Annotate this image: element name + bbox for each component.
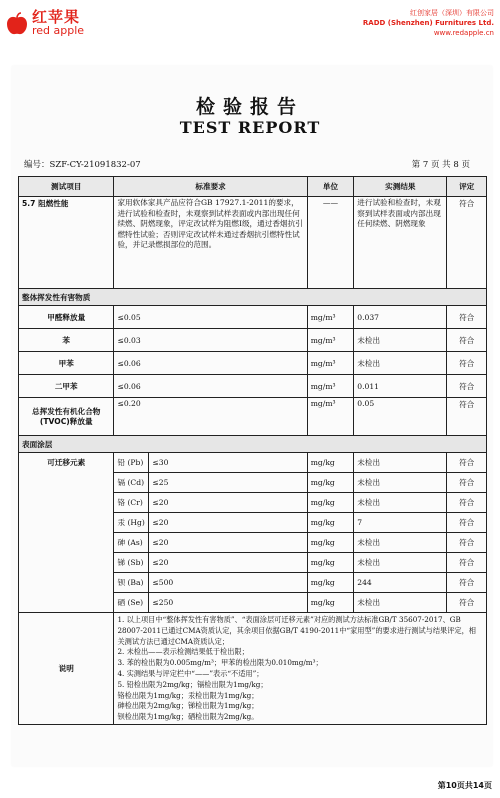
voc-unit: mg/m³ [307, 352, 354, 375]
brand-logo [6, 6, 116, 40]
metal-name: 汞 (Hg) [114, 513, 149, 533]
voc-verdict: 符合 [447, 329, 487, 352]
flame-result: 进行试验和检查时，未观察到试样表面或内部出现任何续燃、阴燃现象 [354, 197, 447, 289]
voc-requirement: ≤0.06 [114, 352, 307, 375]
section-row-voc [19, 289, 487, 306]
apple-icon [6, 12, 28, 34]
table-header-row [19, 177, 487, 197]
voc-result: 0.037 [354, 306, 447, 329]
flame-unit: —— [307, 197, 354, 289]
metal-name: 硒 (Se) [114, 593, 149, 613]
metal-result: 244 [354, 573, 447, 593]
flame-requirement: 家用软体家具产品应符合GB 17927.1-2011的要求，进行试验和检查时，未观察到试样表面或内部出现任何续燃、阴燃现象，评定改试样为阻燃I级，通过香烟抗引燃特性试验；否则评定改试样未通过香烟抗引燃特性试验，并记录燃损部位的范围。 [114, 197, 307, 289]
metal-verdict: 符合 [447, 453, 487, 473]
metal-unit: mg/kg [307, 573, 354, 593]
report-number [24, 158, 141, 170]
voc-item: 苯 [19, 329, 114, 352]
page-footer: 第10页共14页 [437, 781, 492, 790]
voc-unit: mg/m³ [307, 329, 354, 352]
metal-requirement: ≤20 [149, 533, 307, 553]
table-row [19, 375, 487, 398]
metal-unit: mg/kg [307, 493, 354, 513]
voc-verdict: 符合 [447, 375, 487, 398]
voc-unit: mg/m³ [307, 375, 354, 398]
note-line: 1. 以上项目中“整体挥发性有害物质”、“表面涂层可迁移元素”对应的测试方法标准GB/T 35607-2017、GB 28007-2011已通过CMA资质认定，其余项目依据GB/T 4190-2011中“家用型”的要求进行测试与结果评定，相关测试方法已通过CMA资质认定； [117, 615, 476, 646]
metal-result: 未检出 [354, 593, 447, 613]
voc-item: 甲苯 [19, 352, 114, 375]
voc-item: 二甲苯 [19, 375, 114, 398]
flame-verdict: 符合 [447, 197, 487, 289]
note-line: 铬检出限为1mg/kg；汞检出限为1mg/kg； [117, 690, 259, 700]
voc-verdict: 符合 [447, 352, 487, 375]
col-header-item: 测试项目 [19, 177, 114, 197]
metal-requirement: ≤20 [149, 513, 307, 533]
metal-result: 7 [354, 513, 447, 533]
voc-requirement: ≤0.06 [114, 375, 307, 398]
voc-item: 总挥发性有机化合物(TVOC)释放量 [19, 398, 114, 436]
metal-verdict: 符合 [447, 593, 487, 613]
voc-unit: mg/m³ [307, 306, 354, 329]
metal-name: 钡 (Ba) [114, 573, 149, 593]
col-header-verdict: 评定 [447, 177, 487, 197]
metal-requirement: ≤30 [149, 453, 307, 473]
note-line: 钡检出限为1mg/kg；硒检出限为2mg/kg。 [117, 712, 259, 722]
logo-chinese: 红苹果 [32, 8, 81, 26]
voc-result: 0.011 [354, 375, 447, 398]
report-number-value: SZF-CY-21091832-07 [49, 160, 141, 170]
metal-result: 未检出 [354, 453, 447, 473]
table-row [19, 329, 487, 352]
metal-unit: mg/kg [307, 593, 354, 613]
metal-name: 锑 (Sb) [114, 553, 149, 573]
report-title-en: TEST REPORT [179, 118, 321, 137]
metal-name: 铅 (Pb) [114, 453, 149, 473]
voc-result: 未检出 [354, 329, 447, 352]
voc-unit: mg/m³ [307, 398, 354, 436]
metal-unit: mg/kg [307, 533, 354, 553]
note-line: 5. 铅检出限为2mg/kg；镉检出限为1mg/kg； [117, 679, 268, 689]
voc-requirement: ≤0.05 [114, 306, 307, 329]
col-header-result: 实测结果 [354, 177, 447, 197]
note-line: 3. 苯的检出限为0.005mg/m³；甲苯的检出限为0.010mg/m³； [117, 658, 323, 668]
notes-label: 说明 [19, 613, 114, 725]
note-line: 2. 未检出——表示检测结果低于检出限； [117, 647, 249, 657]
metal-requirement: ≤20 [149, 493, 307, 513]
report-title-cn: 检验报告 [195, 96, 304, 118]
metal-unit: mg/kg [307, 453, 354, 473]
test-report-table [18, 176, 487, 725]
voc-verdict: 符合 [447, 398, 487, 436]
metal-unit: mg/kg [307, 473, 354, 493]
voc-item: 甲醛释放量 [19, 306, 114, 329]
section-row-coating [19, 436, 487, 453]
table-row [19, 352, 487, 375]
metal-requirement: ≤25 [149, 473, 307, 493]
flame-item: 5.7 阻燃性能 [19, 197, 114, 289]
metal-result: 未检出 [354, 553, 447, 573]
metal-name: 镉 (Cd) [114, 473, 149, 493]
table-row [19, 197, 487, 289]
metal-verdict: 符合 [447, 573, 487, 593]
logo-english: red apple [32, 24, 85, 37]
table-row [19, 398, 487, 436]
company-name-en: RADD (Shenzhen) Furnitures Ltd. [362, 19, 494, 27]
page-info: 第 7 页 共 8 页 [411, 160, 470, 170]
metal-requirement: ≤250 [149, 593, 307, 613]
section-title-voc: 整体挥发性有害物质 [19, 289, 487, 306]
metal-verdict: 符合 [447, 553, 487, 573]
metal-name: 砷 (As) [114, 533, 149, 553]
voc-result: 未检出 [354, 352, 447, 375]
metal-result: 未检出 [354, 493, 447, 513]
metal-verdict: 符合 [447, 513, 487, 533]
company-website[interactable]: www.redapple.cn [433, 29, 494, 37]
metal-name: 铬 (Cr) [114, 493, 149, 513]
metal-requirement: ≤20 [149, 553, 307, 573]
notes-content [114, 613, 487, 725]
col-header-unit: 单位 [307, 177, 354, 197]
note-line: 4. 实测结果与评定栏中“——”表示“不适用”； [117, 668, 264, 678]
metals-item: 可迁移元素 [19, 453, 114, 613]
metal-unit: mg/kg [307, 553, 354, 573]
metal-result: 未检出 [354, 473, 447, 493]
metal-verdict: 符合 [447, 473, 487, 493]
metal-unit: mg/kg [307, 513, 354, 533]
report-number-label: 编号： [24, 160, 50, 170]
table-row [19, 453, 487, 473]
metal-verdict: 符合 [447, 533, 487, 553]
voc-verdict: 符合 [447, 306, 487, 329]
table-row [19, 306, 487, 329]
col-header-requirement: 标准要求 [114, 177, 307, 197]
note-line: 砷检出限为2mg/kg；锑检出限为1mg/kg； [117, 701, 259, 711]
metal-verdict: 符合 [447, 493, 487, 513]
company-name-cn: 红创家居（深圳）有限公司 [410, 9, 494, 17]
metal-requirement: ≤500 [149, 573, 307, 593]
section-title-coating: 表面涂层 [19, 436, 487, 453]
voc-requirement: ≤0.20 [114, 398, 307, 436]
voc-result: 0.05 [354, 398, 447, 436]
metal-result: 未检出 [354, 533, 447, 553]
voc-requirement: ≤0.03 [114, 329, 307, 352]
notes-row [19, 613, 487, 725]
